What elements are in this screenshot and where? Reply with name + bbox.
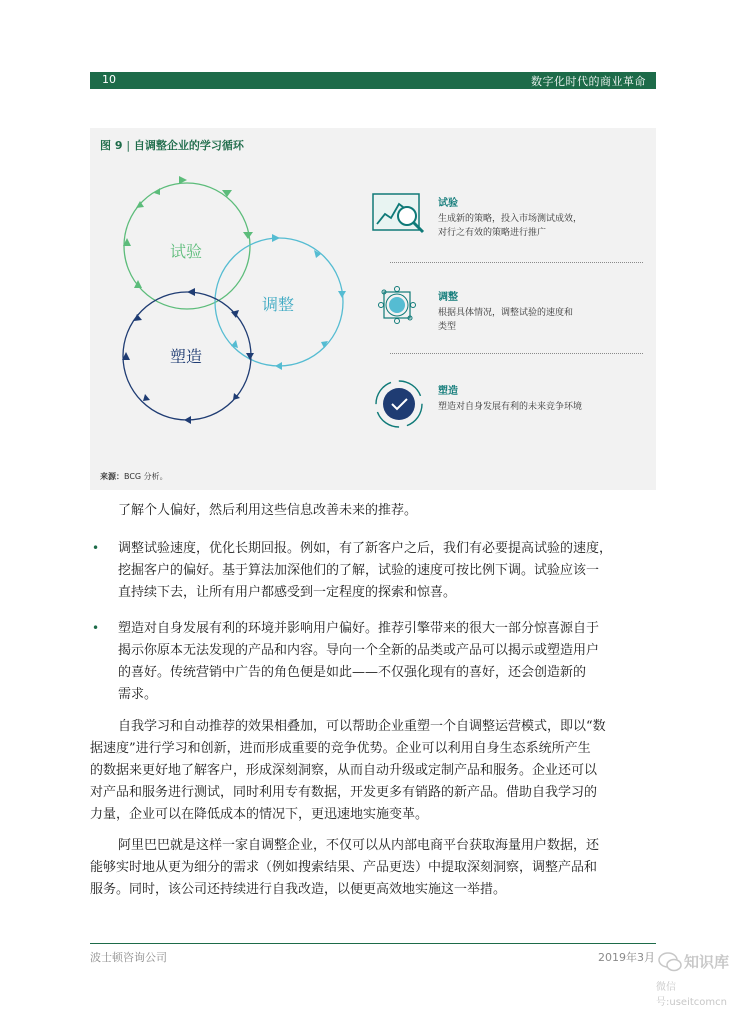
text-line: 揭示你原本无法发现的产品和内容。导向一个全新的品类或产品可以揭示或塑造用户: [118, 643, 600, 658]
figure-title-text: 自调整企业的学习循环: [133, 139, 244, 152]
cycle-arrows-experiment: [123, 176, 253, 288]
cycle-label-adjust: 调整: [262, 295, 295, 314]
chart-magnifier-icon: [373, 194, 423, 232]
text-line: 阿里巴巴就是这样一家自调整企业，不仅可以从内部电商平台获取海量用户数据，还: [118, 838, 600, 853]
figure-source: [100, 471, 168, 482]
legend-desc-line: 对行之有效的策略进行推广: [438, 228, 547, 238]
footer-divider: [90, 943, 656, 944]
legend-label: 调整: [438, 292, 458, 303]
figure-source-text: BCG 分析。: [124, 472, 168, 481]
header-bar: [90, 72, 656, 89]
text-line: 直持续下去，让所有用户都感受到一定程度的探索和惊喜。: [118, 585, 457, 600]
cycle-label-experiment: 试验: [170, 242, 203, 261]
watermark-brand: 知识库: [684, 953, 730, 971]
bullet-item-2: [118, 618, 656, 706]
legend-item-experiment: [438, 194, 648, 240]
text-line: 挖掘客户的偏好。基于算法加深他们的了解，试验的速度可按比例下调。试验应该一: [118, 563, 600, 578]
text-line: 力量，企业可以在降低成本的情况下，更迅速地实施变革。: [90, 807, 429, 822]
wechat-icon: [658, 951, 682, 973]
figure-separator: |: [126, 139, 131, 152]
footer-publisher: 波士顿咨询公司: [90, 951, 167, 964]
text-line: 塑造对自身发展有利的环境并影响用户偏好。推荐引擎带来的很大一部分惊喜源自于: [118, 621, 600, 636]
bullet-item-1: [118, 538, 656, 604]
target-adjust-icon: [379, 287, 416, 324]
figure-number: 图 9: [100, 139, 123, 152]
body-continuation: 了解个人偏好，然后利用这些信息改善未来的推荐。: [118, 503, 418, 518]
legend-item-adjust: [438, 288, 648, 334]
text-line: 服务。同时，该公司还持续进行自我改造，以便更高效地实施这一举措。: [90, 882, 507, 897]
figure-panel: [90, 128, 656, 490]
text-line: 对产品和服务进行测试，同时利用专有数据，开发更多有销路的新产品。借助自我学习的: [90, 785, 598, 800]
cycle-label-shape: 塑造: [170, 347, 203, 366]
legend-desc-line: 根据具体情况，调整试验的速度和: [438, 308, 574, 318]
text-line: 调整试验速度，优化长期回报。例如，有了新客户之后，我们有必要提高试验的速度，: [118, 541, 613, 556]
bullet-marker: •: [92, 541, 100, 555]
text-line: 能够实时地从更为细分的需求（例如搜索结果、产品更迭）中提取深刻洞察，调整产品和: [90, 860, 598, 875]
running-title: 数字化时代的商业革命: [531, 75, 646, 88]
figure-source-label: 来源：: [100, 472, 124, 481]
legend-desc-line: 塑造对自身发展有利的未来竞争环境: [438, 402, 583, 412]
text-line: 的数据来更好地了解客户，形成深刻洞察，从而自动升级或定制产品和服务。企业还可以: [90, 763, 598, 778]
page-number: 10: [102, 73, 116, 86]
legend-label: 试验: [438, 198, 458, 209]
check-cycle-icon: [376, 381, 422, 427]
legend-desc-line: 生成新的策略，投入市场测试成效，: [438, 214, 583, 224]
footer-date: 2019年3月: [598, 951, 655, 964]
legend-desc-line: 类型: [438, 322, 457, 332]
text-line: 据速度”进行学习和创新，进而形成重要的竞争优势。企业可以利用自身生态系统所产生: [90, 741, 591, 756]
body-paragraph-1: [90, 716, 656, 826]
text-line: 的喜好。传统营销中广告的角色便是如此——不仅强化现有的喜好，还会创造新的: [118, 665, 587, 680]
text-line: 需求。: [118, 687, 158, 702]
watermark-sub: 微信号:useitcomcn: [656, 982, 727, 1008]
legend-divider: [390, 353, 643, 354]
watermark: [656, 951, 740, 1008]
text-line: 自我学习和自动推荐的效果相叠加，可以帮助企业重塑一个自调整运营模式，即以“数: [118, 719, 606, 734]
body-paragraph-2: [90, 835, 656, 901]
bullet-marker: •: [92, 621, 100, 635]
legend-divider: [390, 262, 643, 263]
legend-item-shape: [438, 382, 648, 414]
legend-label: 塑造: [438, 386, 458, 397]
